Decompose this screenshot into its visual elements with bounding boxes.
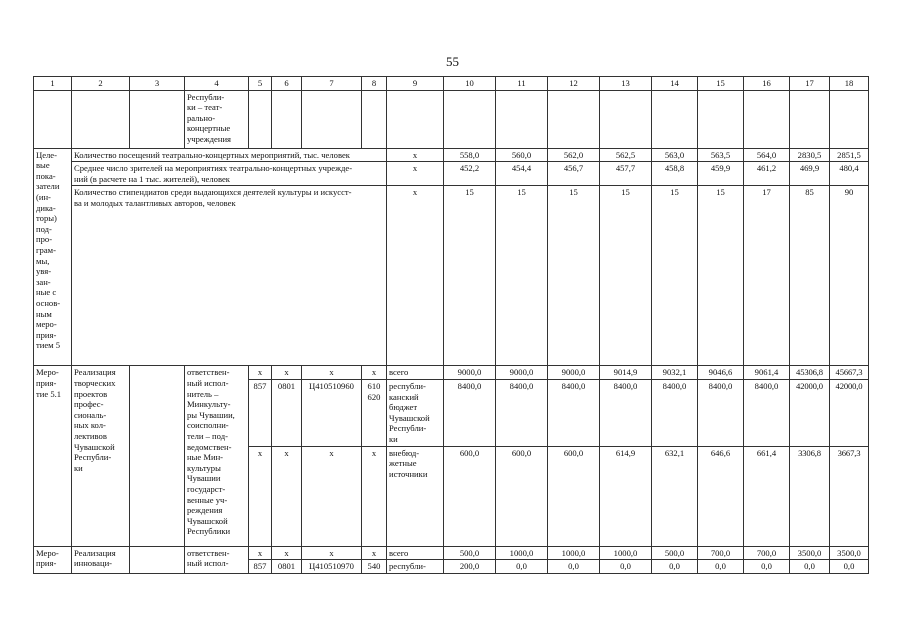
- value-cell: 45667,3: [830, 366, 869, 380]
- value-cell: 614,9: [600, 446, 652, 546]
- budget-table: [33, 76, 869, 574]
- value-cell: 9000,0: [548, 366, 600, 380]
- code-cell: х: [272, 546, 302, 560]
- value-cell: 0,0: [744, 560, 790, 574]
- code-cell: 540: [362, 560, 387, 574]
- column-header: 4: [185, 77, 249, 91]
- value-cell: 563,5: [698, 148, 744, 162]
- value-cell: 454,4: [496, 162, 548, 186]
- value-cell: 461,2: [744, 162, 790, 186]
- column-header: 5: [249, 77, 272, 91]
- value-cell: 562,5: [600, 148, 652, 162]
- code-cell: х: [362, 546, 387, 560]
- code-cell: х: [249, 366, 272, 380]
- code-cell: х: [302, 446, 362, 546]
- value-cell: 0,0: [790, 560, 830, 574]
- code-cell: х: [302, 546, 362, 560]
- column-header: 16: [744, 77, 790, 91]
- indicator-name: Количество стипендиатов среди выдающихся деятелей культуры и искусст- ва и молодых талантливых авторов, человек: [72, 186, 387, 366]
- value-cell: 15: [548, 186, 600, 366]
- source-cell: республи-: [387, 560, 444, 574]
- code-cell: 0801: [272, 560, 302, 574]
- value-cell: 459,9: [698, 162, 744, 186]
- value-cell: 8400,0: [600, 379, 652, 446]
- measure-5-2-total-row: [34, 546, 869, 560]
- value-cell: 90: [830, 186, 869, 366]
- value-cell: 562,0: [548, 148, 600, 162]
- measure-5-2-name: Реализация инновaци-: [72, 546, 130, 573]
- column-header: 6: [272, 77, 302, 91]
- source-cell: внебюд- жетные источники: [387, 446, 444, 546]
- code-cell: х: [302, 366, 362, 380]
- column-header: 13: [600, 77, 652, 91]
- measure-5-1-total-row: [34, 366, 869, 380]
- column-header: 14: [652, 77, 698, 91]
- value-cell: 8400,0: [652, 379, 698, 446]
- value-cell: 15: [444, 186, 496, 366]
- value-cell: 0,0: [548, 560, 600, 574]
- value-cell: 452,2: [444, 162, 496, 186]
- value-cell: 9000,0: [444, 366, 496, 380]
- value-cell: 15: [496, 186, 548, 366]
- column-header: 18: [830, 77, 869, 91]
- value-cell: 558,0: [444, 148, 496, 162]
- value-cell: 15: [600, 186, 652, 366]
- column-header: 3: [130, 77, 185, 91]
- measure-5-1-executor: ответствен- ный испол- нитель – Минкульту- ры Чувашии, соисполни- тели – под- ведомствен- ные Мин- культуры Чувашии государст- венные уч- реждения Чувашской Республики: [185, 366, 249, 546]
- measure-5-2-label: Меро- прия-: [34, 546, 72, 573]
- value-cell: 457,7: [600, 162, 652, 186]
- value-cell: 600,0: [444, 446, 496, 546]
- header-row: [34, 77, 869, 91]
- value-cell: 8400,0: [496, 379, 548, 446]
- value-cell: 0,0: [652, 560, 698, 574]
- continuation-executor: Республи- ки – теат- рально- концертные учреждения: [185, 90, 249, 148]
- code-cell: х: [362, 446, 387, 546]
- value-cell: 8400,0: [548, 379, 600, 446]
- value-cell: 600,0: [496, 446, 548, 546]
- page-number: 55: [446, 54, 459, 69]
- source-cell: всего: [387, 366, 444, 380]
- value-cell: 1000,0: [496, 546, 548, 560]
- value-cell: 0,0: [600, 560, 652, 574]
- value-cell: 2851,5: [830, 148, 869, 162]
- code-cell: 610 620: [362, 379, 387, 446]
- value-cell: 1000,0: [600, 546, 652, 560]
- indicators-label: Целе- вые пока- затели (ин- дика- торы) под- про- грам- мы, увя- зан- ные с основ- ным меро- прия- тием 5: [34, 148, 72, 366]
- value-cell: 9061,4: [744, 366, 790, 380]
- column-header: 2: [72, 77, 130, 91]
- indicator-x: х: [387, 162, 444, 186]
- code-cell: х: [272, 366, 302, 380]
- indicator-x: х: [387, 148, 444, 162]
- value-cell: 15: [698, 186, 744, 366]
- value-cell: 700,0: [744, 546, 790, 560]
- code-cell: х: [362, 366, 387, 380]
- indicator-name: Количество посещений театрально-концертных мероприятий, тыс. человек: [72, 148, 387, 162]
- indicator-x: х: [387, 186, 444, 366]
- value-cell: 8400,0: [444, 379, 496, 446]
- value-cell: 456,7: [548, 162, 600, 186]
- code-cell: Ц410510960: [302, 379, 362, 446]
- column-header: 1: [34, 77, 72, 91]
- value-cell: 646,6: [698, 446, 744, 546]
- column-header: 9: [387, 77, 444, 91]
- value-cell: 564,0: [744, 148, 790, 162]
- value-cell: 200,0: [444, 560, 496, 574]
- value-cell: 0,0: [698, 560, 744, 574]
- column-header: 12: [548, 77, 600, 91]
- value-cell: 2830,5: [790, 148, 830, 162]
- value-cell: 0,0: [496, 560, 548, 574]
- column-header: 17: [790, 77, 830, 91]
- column-header: 15: [698, 77, 744, 91]
- column-header: 7: [302, 77, 362, 91]
- value-cell: 17: [744, 186, 790, 366]
- value-cell: 500,0: [444, 546, 496, 560]
- source-cell: всего: [387, 546, 444, 560]
- code-cell: 857: [249, 379, 272, 446]
- continuation-row: [34, 90, 869, 148]
- value-cell: 458,8: [652, 162, 698, 186]
- value-cell: 560,0: [496, 148, 548, 162]
- indicator-row-2: [34, 162, 869, 186]
- value-cell: 42000,0: [830, 379, 869, 446]
- value-cell: 600,0: [548, 446, 600, 546]
- value-cell: 9046,6: [698, 366, 744, 380]
- value-cell: 1000,0: [548, 546, 600, 560]
- code-cell: х: [249, 546, 272, 560]
- value-cell: 3306,8: [790, 446, 830, 546]
- value-cell: 42000,0: [790, 379, 830, 446]
- value-cell: 469,9: [790, 162, 830, 186]
- column-header: 10: [444, 77, 496, 91]
- value-cell: 700,0: [698, 546, 744, 560]
- value-cell: 9014,9: [600, 366, 652, 380]
- value-cell: 85: [790, 186, 830, 366]
- code-cell: Ц410510970: [302, 560, 362, 574]
- code-cell: 0801: [272, 379, 302, 446]
- value-cell: 8400,0: [744, 379, 790, 446]
- measure-5-1-name: Реализация творческих проектов профес- сиональ- ных кол- лективов Чувашской Республи- ки: [72, 366, 130, 546]
- value-cell: 45306,8: [790, 366, 830, 380]
- value-cell: 0,0: [830, 560, 869, 574]
- indicator-row-1: [34, 148, 869, 162]
- value-cell: 15: [652, 186, 698, 366]
- code-cell: х: [249, 446, 272, 546]
- value-cell: 500,0: [652, 546, 698, 560]
- value-cell: 3500,0: [830, 546, 869, 560]
- code-cell: х: [272, 446, 302, 546]
- value-cell: 8400,0: [698, 379, 744, 446]
- source-cell: республи- канский бюджет Чувашской Республи- ки: [387, 379, 444, 446]
- value-cell: 3500,0: [790, 546, 830, 560]
- value-cell: 661,4: [744, 446, 790, 546]
- column-header: 8: [362, 77, 387, 91]
- column-header: 11: [496, 77, 548, 91]
- measure-5-2-executor: ответствен- ный испол-: [185, 546, 249, 573]
- code-cell: 857: [249, 560, 272, 574]
- value-cell: 632,1: [652, 446, 698, 546]
- indicator-name: Среднее число зрителей на мероприятиях театрально-концертных учрежде- ний (в расчете на 1 тыс. жителей), человек: [72, 162, 387, 186]
- indicator-row-3: [34, 186, 869, 366]
- value-cell: 9032,1: [652, 366, 698, 380]
- value-cell: 563,0: [652, 148, 698, 162]
- value-cell: 3667,3: [830, 446, 869, 546]
- value-cell: 480,4: [830, 162, 869, 186]
- measure-5-1-label: Меро- прия- тие 5.1: [34, 366, 72, 546]
- value-cell: 9000,0: [496, 366, 548, 380]
